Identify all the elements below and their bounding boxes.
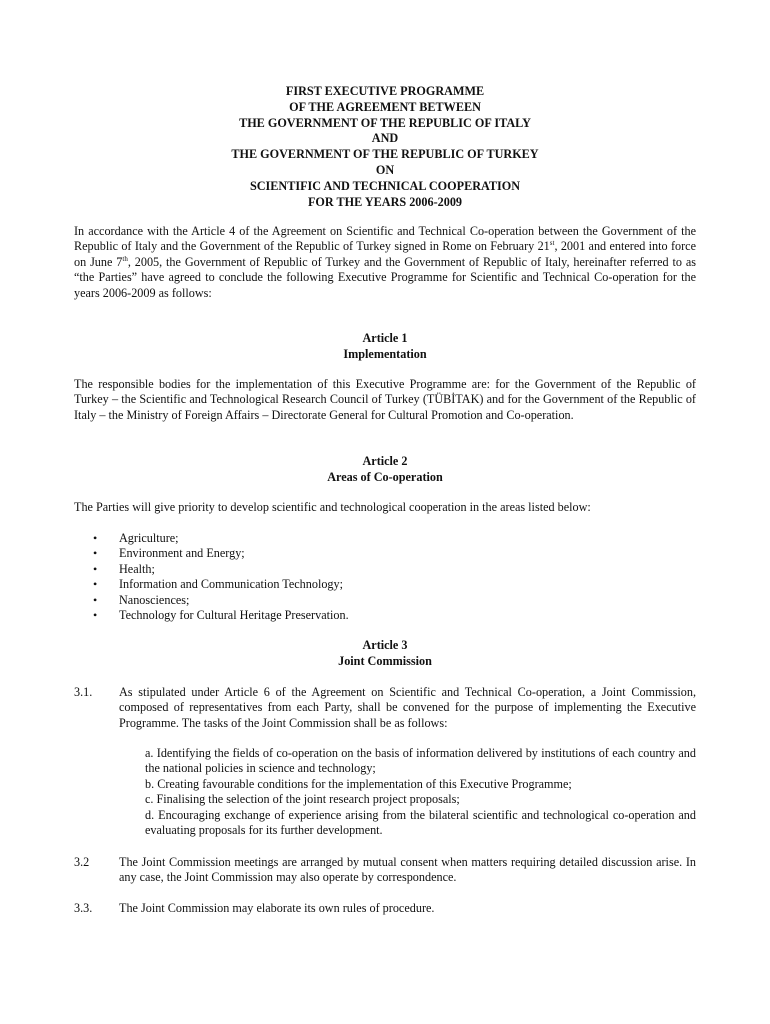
joint-commission-tasks xyxy=(145,746,696,838)
article-1-heading xyxy=(74,331,696,362)
article-number: Article 1 xyxy=(362,331,408,345)
list-item xyxy=(74,531,696,546)
list-item-text: Nanosciences; xyxy=(119,592,190,607)
list-item xyxy=(74,562,696,577)
title-line: AND xyxy=(371,131,399,146)
list-item: a. Identifying the fields of co-operation on the basis of information delivered by institutions of each country and the national policies in science and technology; xyxy=(145,746,696,776)
clause-text: The Joint Commission meetings are arranged by mutual consent when matters requiring detailed discussion arise. In any case, the Joint Commission may also operate by correspondence. xyxy=(119,855,696,885)
document-title xyxy=(74,84,696,210)
article-1-body: The responsible bodies for the implementation of this Executive Programme are: for the Government of the Republic of Turkey – the Scientific and Technological Research Council of Turkey (TÜBİTAK) and for the Government of the Republic of Italy – the Ministry of Foreign Affairs – Directorate General for Cultural Promotion and Co-operation. xyxy=(74,377,696,422)
list-item xyxy=(74,577,696,592)
intro-text-2: , 2001 and entered into force on June 7 xyxy=(74,239,696,269)
title-line: OF THE AGREEMENT BETWEEN xyxy=(289,99,481,114)
clause-number: 3.3. xyxy=(74,901,93,915)
list-item: d. Encouraging exchange of experience arising from the bilateral scientific and technological co-operation and evaluating proposals for its further development. xyxy=(145,807,696,838)
clause-3-1 xyxy=(74,685,696,731)
clause-number: 3.1. xyxy=(74,685,93,699)
intro-sup-1: st xyxy=(549,239,555,248)
list-item-text: Agriculture; xyxy=(119,531,179,545)
intro-paragraph xyxy=(74,224,696,301)
title-line: FIRST EXECUTIVE PROGRAMME xyxy=(285,84,485,98)
list-item-text: Information and Communication Technology; xyxy=(119,577,344,592)
title-line: THE GOVERNMENT OF THE REPUBLIC OF TURKEY xyxy=(231,147,539,162)
article-title: Implementation xyxy=(343,346,427,361)
bullet-icon: • xyxy=(93,577,98,592)
article-3-heading xyxy=(74,638,696,669)
bullet-icon: • xyxy=(93,607,98,622)
article-title: Joint Commission xyxy=(338,653,432,668)
clause-text: The Joint Commission may elaborate its own rules of procedure. xyxy=(119,901,435,915)
list-item: c. Finalising the selection of the joint research project proposals; xyxy=(145,792,460,807)
bullet-icon: • xyxy=(93,531,98,545)
list-item-text: Health; xyxy=(119,561,155,576)
title-line: ON xyxy=(375,162,395,177)
list-item-text: Technology for Cultural Heritage Preservation. xyxy=(119,607,349,622)
list-item-text: Environment and Energy; xyxy=(119,546,245,561)
clause-number: 3.2 xyxy=(74,855,90,869)
bullet-icon: • xyxy=(93,546,98,561)
intro-sup-2: th xyxy=(122,254,128,263)
bullet-icon: • xyxy=(93,592,98,607)
list-item xyxy=(74,608,696,623)
clause-text: As stipulated under Article 6 of the Agreement on Scientific and Technical Co-operation, a Joint Commission, composed of representatives from each Party, shall be convened for the purpose of implementing the Executive Programme. The tasks of the Joint Commission shall be as follows: xyxy=(119,685,696,730)
intro-text-3: , 2005, the Government of Republic of Turkey and the Government of Republic of Italy, hereinafter referred to as “the Parties” have agreed to conclude the following Executive Programme for Scientific and Technical Co-operation for the years 2006-2009 as follows: xyxy=(74,254,696,300)
title-line: SCIENTIFIC AND TECHNICAL COOPERATION xyxy=(249,178,521,193)
article-2-heading xyxy=(74,454,696,485)
clause-3-3 xyxy=(74,901,696,916)
list-item: b. Creating favourable conditions for the implementation of this Executive Programme; xyxy=(145,776,572,791)
article-number: Article 2 xyxy=(362,454,408,468)
article-title: Areas of Co-operation xyxy=(327,469,443,484)
article-2-body: The Parties will give priority to develop scientific and technological cooperation in the areas listed below: xyxy=(74,500,591,514)
list-item xyxy=(74,593,696,608)
list-item xyxy=(74,546,696,561)
title-line: FOR THE YEARS 2006-2009 xyxy=(307,194,463,209)
clause-3-2 xyxy=(74,855,696,886)
areas-list xyxy=(74,531,696,623)
title-line: THE GOVERNMENT OF THE REPUBLIC OF ITALY xyxy=(239,115,531,130)
intro-text-1: In accordance with the Article 4 of the Agreement on Scientific and Technical Co-operation between the Government of the Republic of Italy and the Government of the Republic of Turkey signed in Rome on February 21 xyxy=(74,224,696,254)
bullet-icon: • xyxy=(93,561,98,576)
article-number: Article 3 xyxy=(362,638,408,652)
